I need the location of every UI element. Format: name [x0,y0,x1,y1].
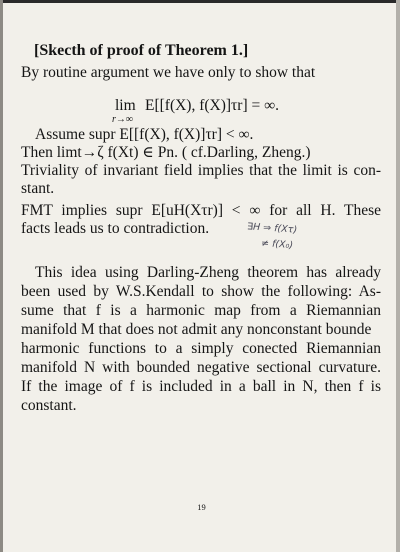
para-line-7: If the image of f is included in a ball in N, then f is [21,378,381,395]
text-line-7: FMT implies supr E[uH(Xτr)] < ∞ for all H. These [21,202,381,219]
text-line-8: facts leads us to contradiction. [21,220,210,237]
scan-top-edge [3,0,400,3]
para-line-6: manifold N with bounded negative sectional curvature. [21,359,381,376]
text-line-5: Triviality of invariant field implies that the limit is con- [21,162,381,179]
scan-right-edge [396,0,400,552]
para-line-2: been used by W.S.Kendall to show the following: As- [21,283,381,300]
para-line-4: manifold M that does not admit any nonconstant bounde [21,321,372,338]
text-line-4: Then limt→ζ f(Xt) ∈ Pn. ( cf.Darling, Zheng.) [21,144,311,161]
lim-expression: E[[f(X), f(X)]τr] = ∞. [145,97,280,114]
text-line-3: Assume supr E[[f(X), f(X)]τr] < ∞. [35,126,254,143]
para-line-8: constant. [21,397,77,414]
lim-operator: lim [115,97,136,114]
page-number: 19 [197,502,206,512]
handwritten-note-2: ≠ f(X₀) [260,237,294,252]
text-line-1: By routine argument we have only to show that [21,64,316,81]
para-line-5: harmonic functions to a simply conected Riemannian [21,340,381,357]
para-line-3: sume that f is a harmonic map from a Riemannian [21,302,381,319]
para-line-1: This idea using Darling-Zheng theorem has already [35,264,381,281]
proof-heading: [Skecth of proof of Theorem 1.] [34,42,249,59]
lim-subscript: r→∞ [112,114,134,125]
text-line-6: stant. [21,180,55,197]
handwritten-note-1: ∃H ⇒ f(Xτ) [246,221,298,236]
